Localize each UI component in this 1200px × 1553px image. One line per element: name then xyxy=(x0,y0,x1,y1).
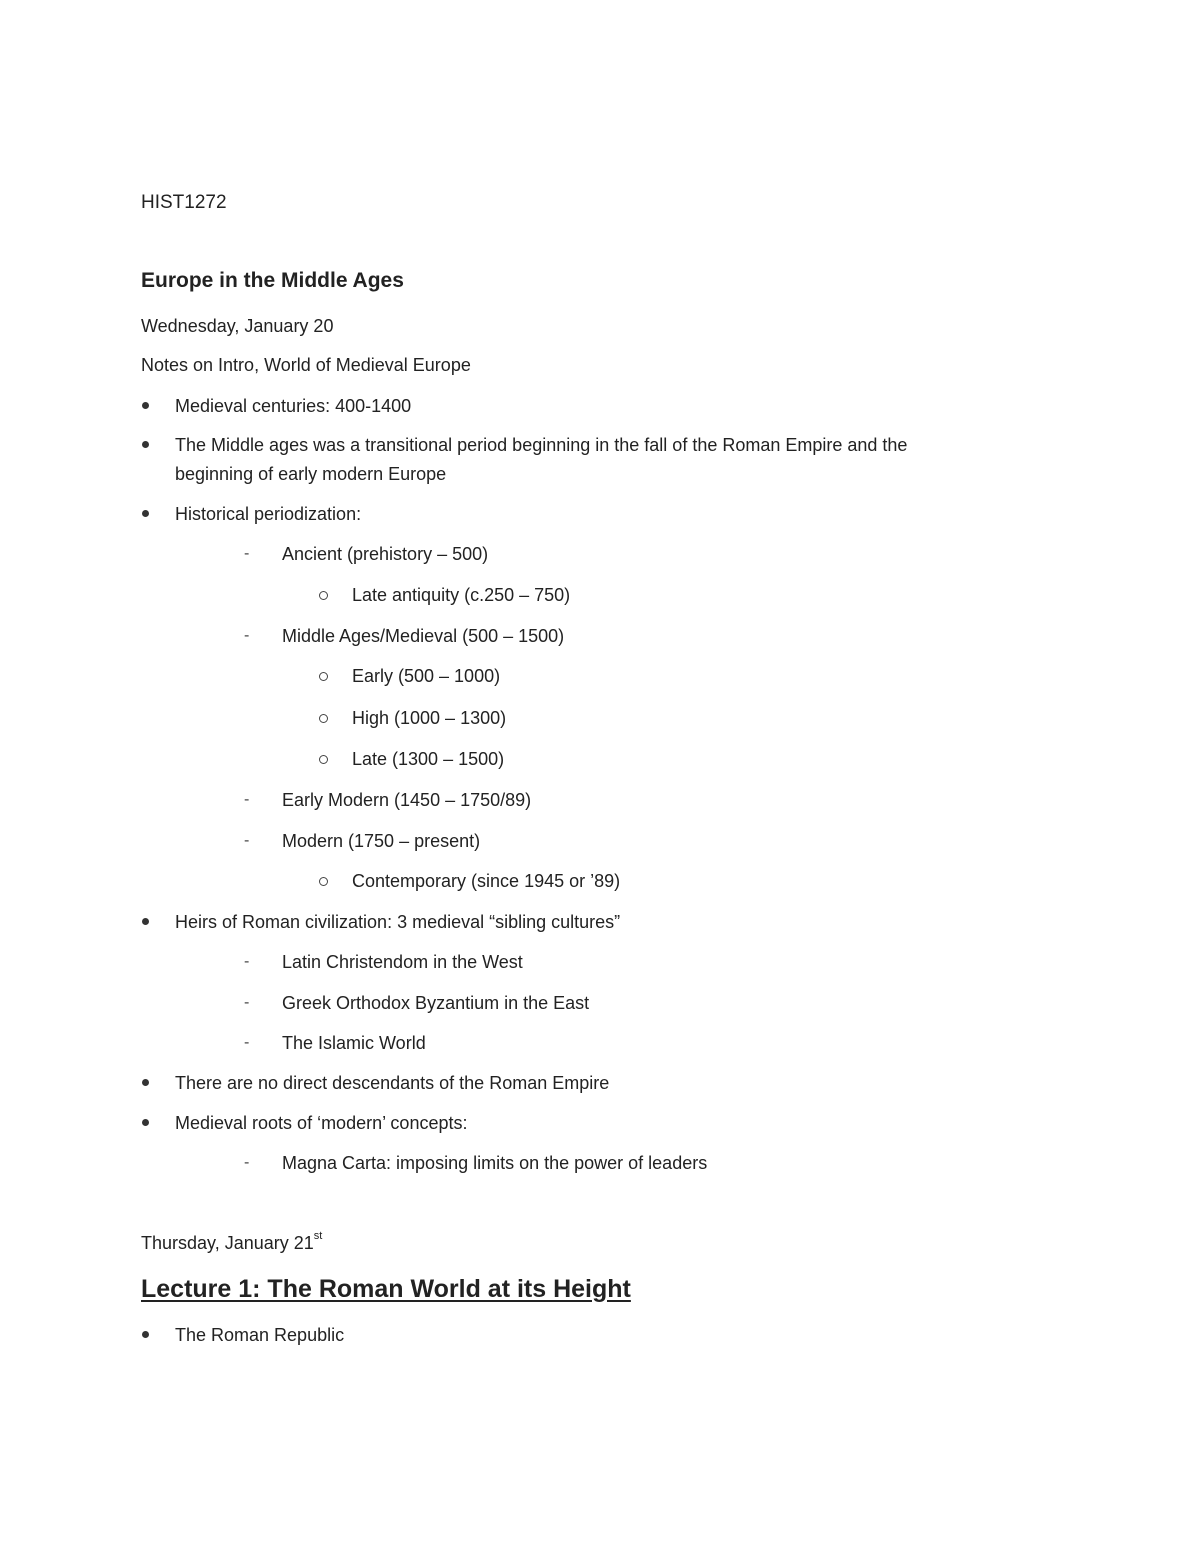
list-item: The Roman Republic xyxy=(175,1325,345,1345)
sub-list-item: Ancient (prehistory – 500) xyxy=(282,544,489,564)
sub-sub-list-item: High (1000 – 1300) xyxy=(352,708,507,728)
sub-list-item: The Islamic World xyxy=(282,1033,426,1053)
list-item: Medieval roots of ‘modern’ concepts: xyxy=(175,1113,468,1133)
list-item: Historical periodization: xyxy=(175,504,362,524)
session-date xyxy=(141,1231,322,1255)
session-date-text: Thursday, January 21 xyxy=(141,1233,314,1253)
circle-bullet-icon xyxy=(319,877,328,886)
circle-bullet-icon xyxy=(319,714,328,723)
bullet-icon xyxy=(142,1331,149,1338)
dash-marker: - xyxy=(244,953,250,970)
sub-list-item: Middle Ages/Medieval (500 – 1500) xyxy=(282,626,565,646)
dash-marker: - xyxy=(244,1154,250,1171)
course-code: HIST1272 xyxy=(141,192,227,213)
sub-sub-list-item: Contemporary (since 1945 or ’89) xyxy=(352,871,621,891)
sub-list-item: Latin Christendom in the West xyxy=(282,952,523,972)
circle-bullet-icon xyxy=(319,672,328,681)
list-item: There are no direct descendants of the Roman Empire xyxy=(175,1073,610,1093)
lecture-title: Lecture 1: The Roman World at its Height xyxy=(141,1275,631,1303)
course-title: Europe in the Middle Ages xyxy=(141,269,404,292)
list-item: The Middle ages was a transitional period beginning in the fall of the Roman Empire and the xyxy=(175,435,908,455)
list-item: Medieval centuries: 400-1400 xyxy=(175,396,412,416)
dash-marker: - xyxy=(244,545,250,562)
sub-sub-list-item: Early (500 – 1000) xyxy=(352,666,501,686)
session-date: Wednesday, January 20 xyxy=(141,316,334,336)
sub-sub-list-item: Late (1300 – 1500) xyxy=(352,749,505,769)
circle-bullet-icon xyxy=(319,755,328,764)
list-item: Heirs of Roman civilization: 3 medieval “sibling cultures” xyxy=(175,912,621,932)
sub-list-item: Greek Orthodox Byzantium in the East xyxy=(282,993,590,1013)
notes-heading: Notes on Intro, World of Medieval Europe xyxy=(141,355,471,375)
date-suffix: st xyxy=(313,1230,323,1242)
bullet-icon xyxy=(142,510,149,517)
sub-list-item: Magna Carta: imposing limits on the power of leaders xyxy=(282,1153,708,1173)
sub-list-item: Modern (1750 – present) xyxy=(282,831,481,851)
list-item-continuation: beginning of early modern Europe xyxy=(175,464,447,484)
dash-marker: - xyxy=(244,627,250,644)
bullet-icon xyxy=(142,402,149,409)
dash-marker: - xyxy=(244,791,250,808)
bullet-icon xyxy=(142,1079,149,1086)
bullet-icon xyxy=(142,1119,149,1126)
circle-bullet-icon xyxy=(319,591,328,600)
dash-marker: - xyxy=(244,994,250,1011)
sub-sub-list-item: Late antiquity (c.250 – 750) xyxy=(352,585,571,605)
dash-marker: - xyxy=(244,1034,250,1051)
bullet-icon xyxy=(142,441,149,448)
dash-marker: - xyxy=(244,832,250,849)
sub-list-item: Early Modern (1450 – 1750/89) xyxy=(282,790,532,810)
bullet-icon xyxy=(142,918,149,925)
